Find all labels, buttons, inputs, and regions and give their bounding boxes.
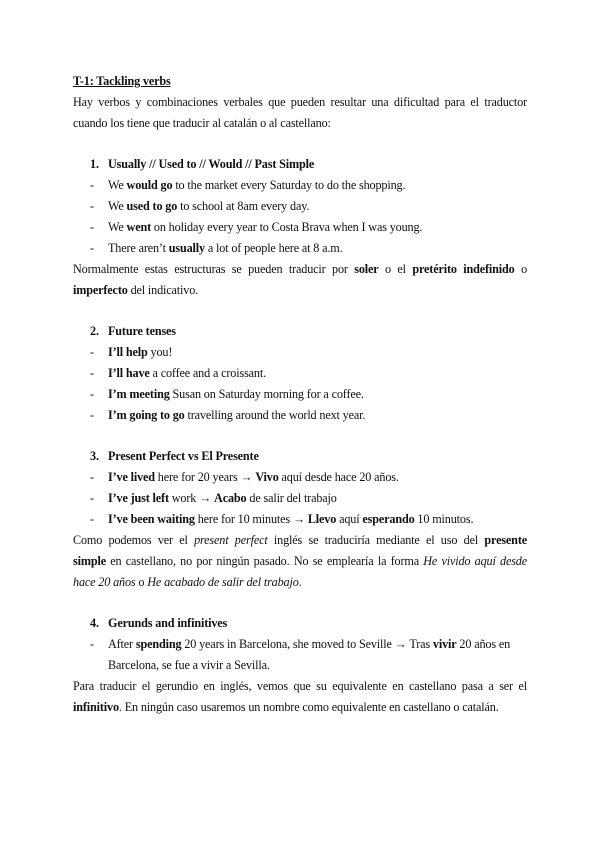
text: here for 20 years → [154,470,256,484]
text: to the market every Saturday to do the shopping. [172,178,406,192]
list-dash: - [90,199,94,213]
text: del indicativo. [127,283,199,297]
italic-text: He vivido aquí desde [423,554,527,568]
text: work → [168,491,215,505]
list-item [90,637,510,651]
list-item [90,491,337,505]
list-dash: - [90,387,94,401]
emphasis: presente [484,533,527,547]
text: inglés se traduciría mediante el uso del [267,533,485,547]
emphasis: Llevo [307,512,337,526]
italic-text: hace 20 años [73,575,136,589]
list-item [90,178,405,192]
list-dash: - [90,408,94,422]
text: Como podemos ver el [73,533,195,547]
section-4-note-line-2 [73,700,499,714]
list-item [90,387,364,401]
list-item [90,220,422,234]
text: you! [147,345,173,359]
text: . [298,575,302,589]
text: a lot of people here at 8 a.m. [204,241,343,255]
list-dash: - [90,345,94,359]
text: aquí desde hace 20 años. [278,470,399,484]
emphasis: infinitivo [73,700,119,714]
heading-text: Gerunds and infinitives [108,616,228,630]
heading-text: Usually // Used to // Would // Past Simple [108,157,315,171]
list-dash: - [90,491,94,505]
emphasis: usually [168,241,205,255]
section-1-heading [90,157,314,171]
emphasis: pretérito indefinido [412,262,515,276]
emphasis: spending [135,637,182,651]
emphasis: I’ll help [108,345,148,359]
section-number: 3. [90,449,99,463]
emphasis: esperando [362,512,415,526]
emphasis: I’ve been waiting [108,512,195,526]
section-number: 1. [90,157,99,171]
section-1-note-line-1 [73,262,527,276]
emphasis: Vivo [255,470,279,484]
section-number: 4. [90,616,99,630]
text: on holiday every year to Costa Brava when I was young. [151,220,423,234]
italic-text: present perfect [194,533,268,547]
text: We [108,220,127,234]
text: 20 años en [456,637,511,651]
text: 20 years in Barcelona, she moved to Seville → Tras [181,637,433,651]
text: aquí [336,512,363,526]
intro-line-2: cuando los tiene que traducir al catalán o al castellano: [73,116,331,130]
list-item [90,241,342,255]
text: here for 10 minutes → [194,512,308,526]
emphasis: I’ll have [108,366,150,380]
list-dash: - [90,637,94,651]
list-dash: - [90,470,94,484]
emphasis: vivir [432,637,457,651]
italic-text: He acabado de salir del trabajo [147,575,299,589]
section-number: 2. [90,324,99,338]
emphasis: soler [354,262,379,276]
section-3-note-line-3 [73,575,302,589]
text: There aren’t [108,241,169,255]
text: We [108,178,127,192]
text: . En ningún caso usaremos un nombre como equivalente en castellano o catalán. [118,700,499,714]
text: o el [378,262,413,276]
emphasis: I’ve lived [108,470,155,484]
text: After [108,637,136,651]
section-2-heading [90,324,176,338]
emphasis: Acabo [214,491,247,505]
heading-text: Present Perfect vs El Presente [108,449,259,463]
heading-text: Future tenses [108,324,176,338]
text: travelling around the world next year. [184,408,366,422]
text: en castellano, no por ningún pasado. No se emplearía la forma [105,554,424,568]
text: 10 minutos. [414,512,474,526]
list-item [90,512,473,526]
section-4-note-line-1: Para traducir el gerundio en inglés, vemos que su equivalente en castellano pasa a ser el [73,679,527,693]
document-title: T-1: Tackling verbs [73,74,171,88]
list-dash: - [90,241,94,255]
emphasis: I’ve just left [108,491,169,505]
emphasis: went [126,220,151,234]
list-dash: - [90,512,94,526]
list-item [90,470,399,484]
list-item [90,366,266,380]
text: de salir del trabajo [246,491,337,505]
text: o [135,575,148,589]
section-3-note-line-1 [73,533,527,547]
section-1-note-line-2 [73,283,198,297]
list-dash: - [90,366,94,380]
emphasis: I’m going to go [108,408,185,422]
section-3-heading [90,449,259,463]
text: Susan on Saturday morning for a coffee. [169,387,364,401]
list-item-continuation: Barcelona, se fue a vivir a Sevilla. [108,658,270,672]
text: Normalmente estas estructuras se pueden traducir por [73,262,355,276]
list-dash: - [90,178,94,192]
emphasis: imperfecto [73,283,128,297]
text: o [514,262,528,276]
emphasis: used to go [126,199,178,213]
emphasis: would go [126,178,173,192]
emphasis: I’m meeting [108,387,170,401]
section-4-heading [90,616,227,630]
text: We [108,199,127,213]
list-item [90,199,309,213]
section-3-note-line-2 [73,554,527,568]
text: to school at 8am every day. [177,199,310,213]
list-dash: - [90,220,94,234]
list-item [90,408,365,422]
intro-line-1: Hay verbos y combinaciones verbales que pueden resultar una dificultad para el traductor [73,95,527,109]
emphasis: simple [73,554,106,568]
list-item [90,345,172,359]
text: a coffee and a croissant. [149,366,266,380]
